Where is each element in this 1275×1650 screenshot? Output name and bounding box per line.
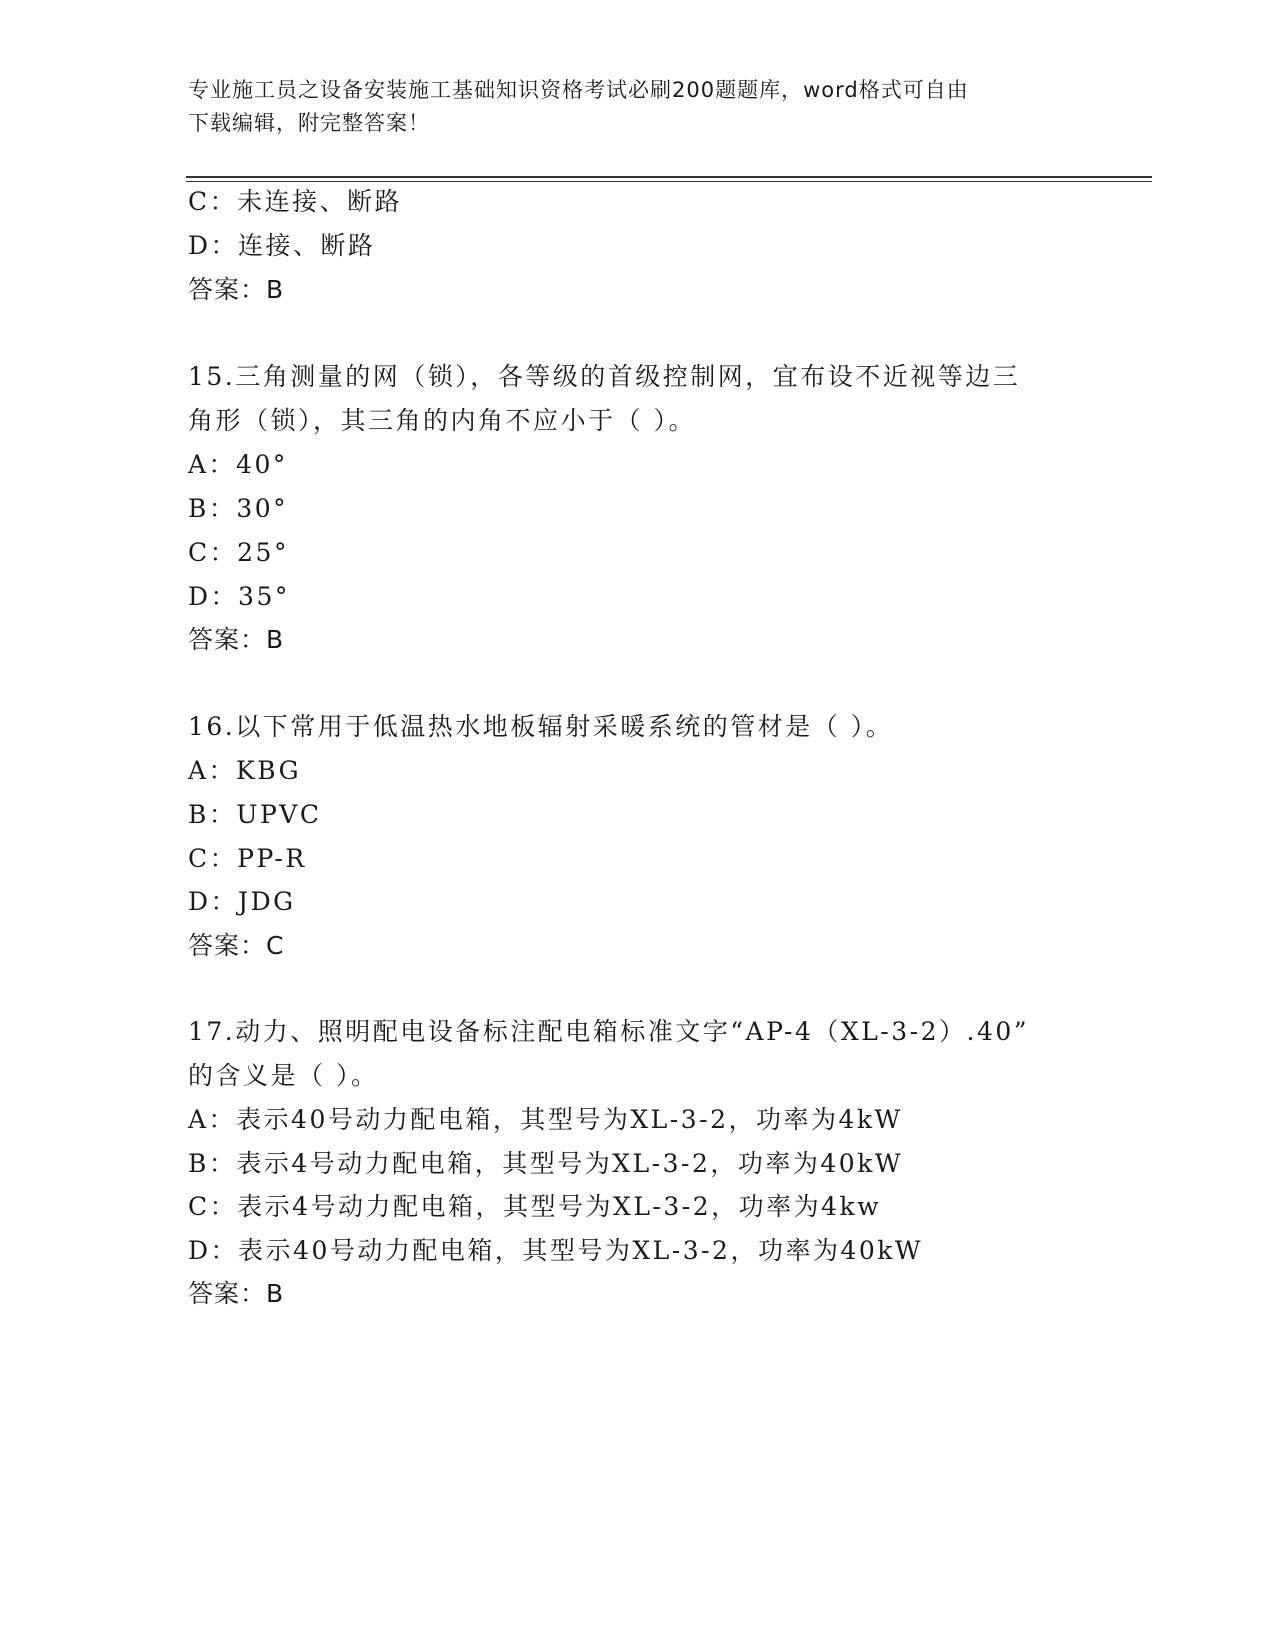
header-divider-thick bbox=[186, 176, 1152, 178]
question-17-option-b: B：表示4号动力配电箱，其型号为XL-3-2，功率为40kW bbox=[188, 1149, 904, 1178]
header-line-1: 专业施工员之设备安装施工基础知识资格考试必刷200题题库，word格式可自由 bbox=[188, 78, 969, 102]
question-17-answer: 答案：B bbox=[188, 1279, 285, 1308]
header-line-2: 下载编辑，附完整答案！ bbox=[188, 111, 430, 135]
option-c: C：未连接、断路 bbox=[188, 187, 403, 216]
header-divider-thin bbox=[186, 181, 1152, 182]
question-15-option-a: A：40° bbox=[188, 450, 288, 479]
question-15-option-c: C：25° bbox=[188, 538, 289, 567]
question-17-stem-line-2: 的含义是（ ）。 bbox=[188, 1061, 379, 1090]
question-16-stem: 16.以下常用于低温热水地板辐射采暖系统的管材是（ ）。 bbox=[188, 712, 894, 741]
question-17-stem-line-1: 17.动力、照明配电设备标注配电箱标准文字“AP-4（XL-3-2）.40” bbox=[188, 1017, 1030, 1046]
question-15-answer: 答案：B bbox=[188, 625, 285, 654]
question-16-option-b: B：UPVC bbox=[188, 800, 322, 829]
answer-line: 答案：B bbox=[188, 275, 285, 304]
question-15-option-d: D：35° bbox=[188, 582, 290, 611]
question-16-option-c: C：PP-R bbox=[188, 844, 307, 873]
question-17-option-a: A：表示40号动力配电箱，其型号为XL-3-2，功率为4kW bbox=[188, 1105, 903, 1134]
question-16-option-d: D：JDG bbox=[188, 887, 296, 916]
option-d: D：连接、断路 bbox=[188, 231, 376, 260]
question-15-stem-line-2: 角形（锁），其三角的内角不应小于（ ）。 bbox=[188, 406, 696, 435]
question-15-stem-line-1: 15.三角测量的网（锁），各等级的首级控制网，宜布设不近视等边三 bbox=[188, 362, 1021, 391]
question-17-option-d: D：表示40号动力配电箱，其型号为XL-3-2，功率为40kW bbox=[188, 1236, 924, 1265]
question-15-option-b: B：30° bbox=[188, 494, 289, 523]
document-header bbox=[188, 74, 1068, 140]
question-17-option-c: C：表示4号动力配电箱，其型号为XL-3-2，功率为4kw bbox=[188, 1192, 882, 1221]
question-16-option-a: A：KBG bbox=[188, 756, 302, 785]
question-16-answer: 答案：C bbox=[188, 931, 285, 960]
